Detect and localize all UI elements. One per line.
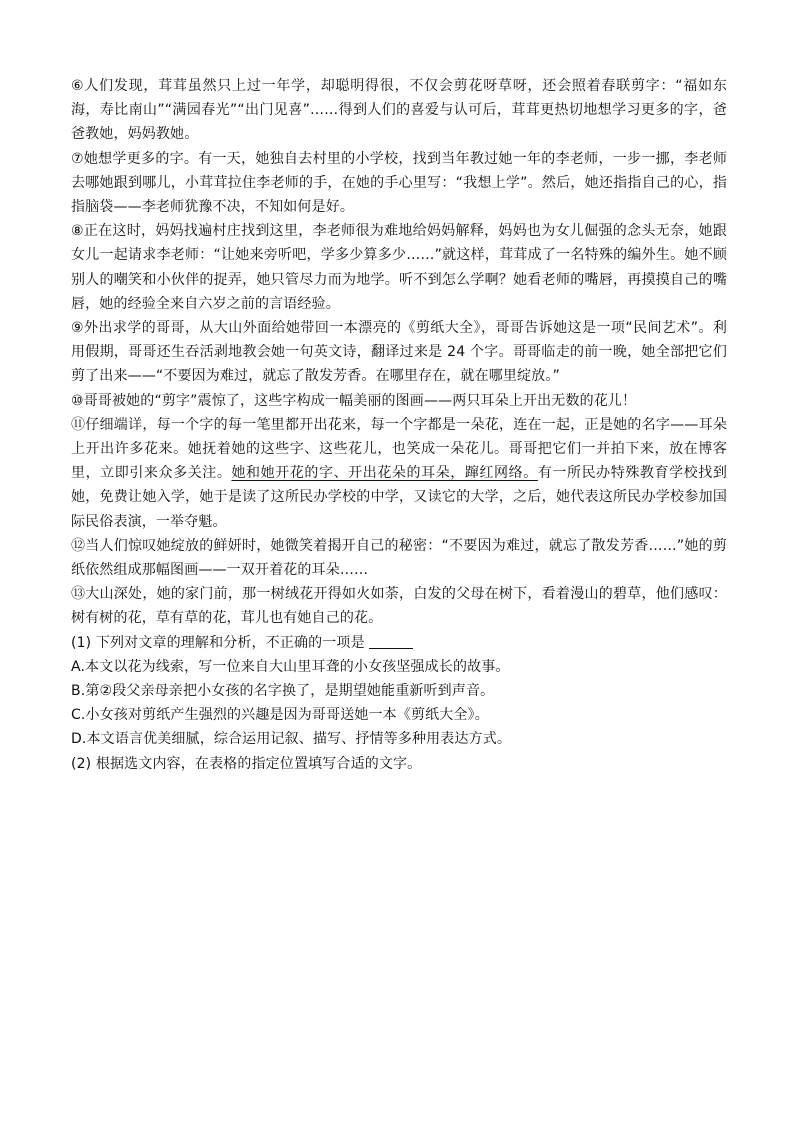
paragraph-11-after: 有一所民办特殊教育学校找到她，免费让她入学，她于是读了这所民办学校的中学，又读它的大学，之后，她代表这所民办学校参加国际民俗表演，一举夺魁。 <box>71 465 728 530</box>
question-2-stem: (2) 根据选文内容，在表格的指定位置填写合适的文字。 <box>71 755 422 772</box>
answer-blank[interactable] <box>369 634 413 649</box>
paragraph-13: ⑬大山深处，她的家门前，那一树绒花开得如火如荼，白发的父母在树下，看着漫山的碧草，他们感叹：树有树的花，草有草的花，茸儿也有她自己的花。 <box>71 586 727 627</box>
option-a: A.本文以花为线索，写一位来自大山里耳聋的小女孩坚强成长的故事。 <box>71 658 510 675</box>
reading-passage <box>71 74 727 776</box>
option-c: C.小女孩对剪纸产生强烈的兴趣是因为哥哥送她一本《剪纸大全》。 <box>71 707 489 724</box>
paragraph-8: ⑧正在这时，妈妈找遍村庄找到这里，李老师很为难地给妈妈解释，妈妈也为女儿倔强的念头无奈，她跟女儿一起请求李老师：“让她来旁听吧，学多少算多少……”就这样，茸茸成了一名特殊的编外生。她不顾别人的嘲笑和小伙伴的捉弄，她只管尽力而为地学。听不到怎么学啊？她看老师的嘴唇，再摸摸自己的嘴唇，她的经验全来自六岁之前的言语经验。 <box>71 223 727 312</box>
option-d: D.本文语言优美细腻，综合运用记叙、描写、抒情等多种用表达方式。 <box>71 731 512 748</box>
option-b: B.第②段父亲母亲把小女孩的名字换了，是期望她能重新听到声音。 <box>71 683 495 700</box>
paragraph-11-before: ⑪仔细端详，每一个字的每一笔里都开出花来，每一个字都是一朵花，连在一起，正是她的名字——耳朵上开出许多花来。她抚着她的这些字、这些花儿，也笑成一朵花儿。哥哥把它们一并拍下来，放在博客里，立即引来众多关注。 <box>71 416 727 482</box>
paragraph-10: ⑩哥哥被她的“剪字”震惊了，这些字构成一幅美丽的图画——两只耳朵上开出无数的花儿！ <box>71 392 637 409</box>
paragraph-6: ⑥人们发现，茸茸虽然只上过一年学，却聪明得很，不仅会剪花呀草呀，还会照着春联剪字：“福如东海，寿比南山”“满园春光”“出门见喜”……得到人们的喜爱与认可后，茸茸更热切地想学习更多的字，爸爸教她，妈妈教她。 <box>71 78 727 143</box>
paragraph-12: ⑫当人们惊叹她绽放的鲜妍时，她微笑着揭开自己的秘密：“不要因为难过，就忘了散发芳香……”她的剪纸依然组成那幅图画——一双开着花的耳朵…… <box>71 537 727 579</box>
paragraph-7: ⑦她想学更多的字。有一天，她独自去村里的小学校，找到当年教过她一年的李老师，一步一挪，李老师去哪她跟到哪儿，小茸茸拉住李老师的手，在她的手心里写：“我想上学”。然后，她还指指自己的心，指指脑袋——李老师犹豫不决，不知如何是好。 <box>71 150 727 216</box>
paragraph-9: ⑨外出求学的哥哥，从大山外面给她带回一本漂亮的《剪纸大全》，哥哥告诉她这是一项“民间艺术”。利用假期，哥哥还生吞活剥地教会她一句英文诗，翻译过来是 24 个字。哥哥临走的前一晚，她全部把它们剪了出来——“不要因为难过，就忘了散发芳香。在哪里存在，就在哪里绽放。” <box>71 320 727 385</box>
underlined-sentence: 她和她开花的字、开出花朵的耳朵，蹿红网络。 <box>231 465 538 482</box>
paragraph-11 <box>71 413 727 534</box>
question-1-stem-text: (1) 下列对文章的理解和分析，不正确的一项是 <box>71 634 365 651</box>
question-1-stem <box>71 631 727 655</box>
